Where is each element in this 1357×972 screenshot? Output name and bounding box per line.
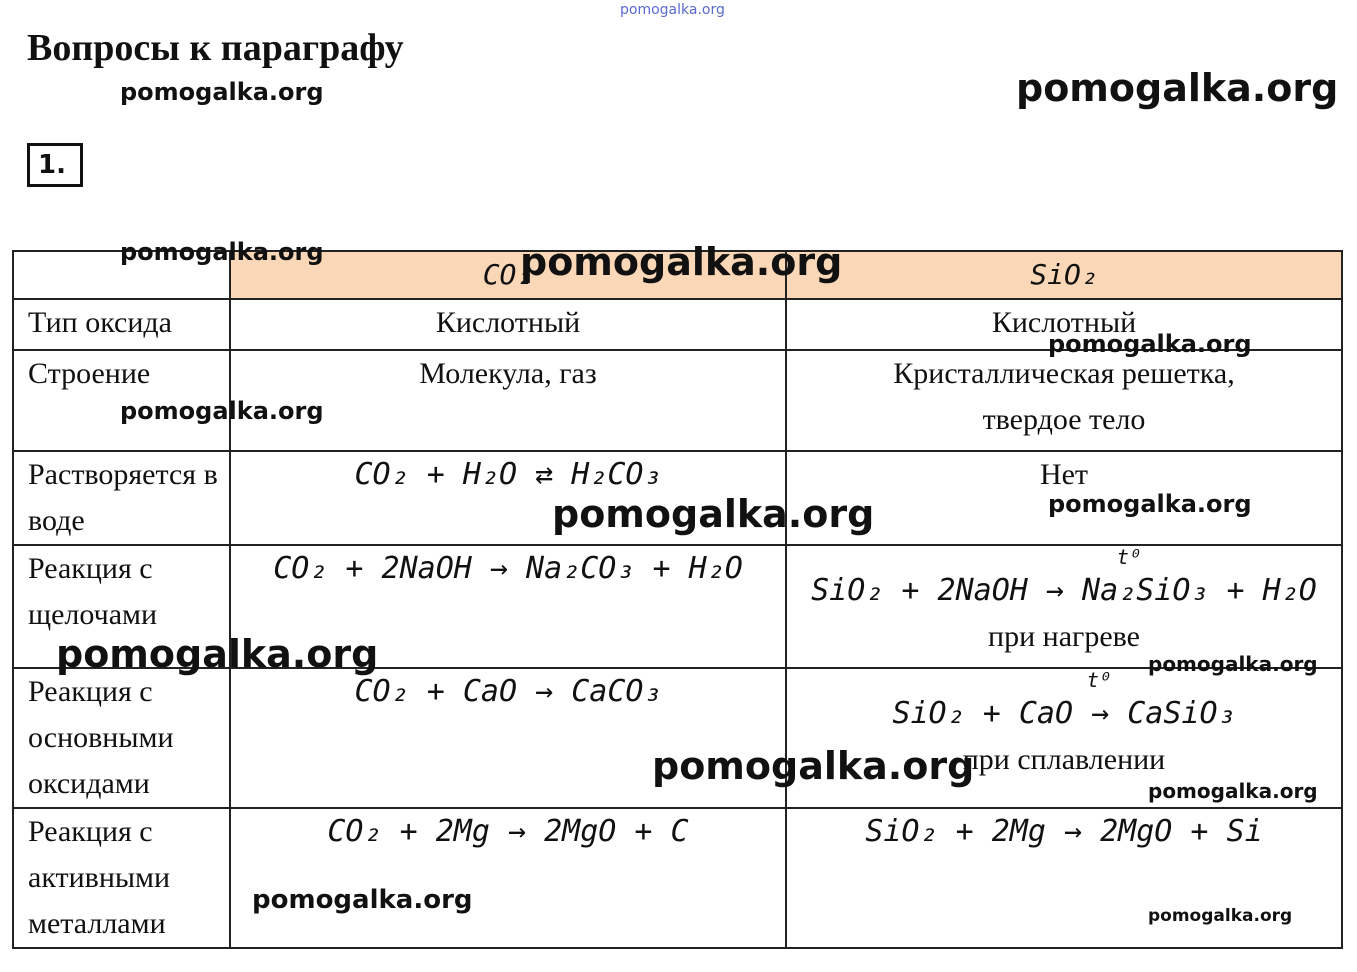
sio2-cell: Кристаллическая решетка, твердое тело	[786, 350, 1342, 451]
watermark: pomogalka.org	[120, 397, 324, 425]
watermark: pomogalka.org	[552, 492, 875, 536]
watermark: pomogalka.org	[1148, 652, 1318, 676]
condition-mark: t⁰	[1086, 668, 1111, 692]
sio2-equation: SiO₂ + CaO → CaSiO₃	[892, 696, 1236, 731]
question-number: 1.	[27, 143, 83, 187]
row-label: Реакция с щелочами	[13, 545, 230, 668]
co2-cell: Кислотный	[230, 299, 786, 350]
watermark-top: pomogalka.org	[620, 2, 725, 18]
sio2-cell: Нет	[786, 451, 1342, 545]
header-sio2: SiO₂	[786, 251, 1342, 299]
row-label: Реакция с основными оксидами	[13, 668, 230, 808]
condition-mark: t⁰	[1116, 545, 1141, 569]
reaction-note: при сплавлении	[962, 743, 1166, 776]
co2-cell: CO₂ + H₂O ⇄ H₂CO₃	[230, 451, 786, 545]
row-label: Реакция с активными металлами	[13, 808, 230, 948]
row-label: Строение	[13, 350, 230, 451]
co2-cell: CO₂ + 2NaOH → Na₂CO₃ + H₂O	[230, 545, 786, 668]
watermark: pomogalka.org	[252, 885, 473, 915]
sio2-cell	[786, 545, 1342, 668]
watermark: pomogalka.org	[1148, 906, 1293, 926]
watermark: pomogalka.org	[120, 238, 324, 266]
sio2-cell: SiO₂ + 2Mg → 2MgO + Si	[786, 808, 1342, 948]
watermark: pomogalka.org	[520, 240, 843, 284]
co2-cell: Молекула, газ	[230, 350, 786, 451]
watermark: pomogalka.org	[652, 744, 975, 788]
watermark: pomogalka.org	[1016, 66, 1339, 110]
reaction-note: при нагреве	[988, 620, 1140, 653]
co2-cell: CO₂ + 2Mg → 2MgO + C	[230, 808, 786, 948]
row-label: Растворяется в воде	[13, 451, 230, 545]
header-co2: CO₂	[230, 251, 786, 299]
sio2-cell: Кислотный	[786, 299, 1342, 350]
row-label: Тип оксида	[13, 299, 230, 350]
co2-cell: CO₂ + CaO → CaCO₃	[230, 668, 786, 808]
page-title: Вопросы к параграфу	[27, 27, 404, 69]
table-row	[13, 808, 1342, 948]
watermark: pomogalka.org	[1148, 779, 1318, 803]
sio2-equation: SiO₂ + 2NaOH → Na₂SiO₃ + H₂O	[811, 573, 1317, 608]
watermark: pomogalka.org	[1048, 330, 1252, 358]
watermark: pomogalka.org	[1048, 490, 1252, 518]
watermark: pomogalka.org	[56, 632, 379, 676]
watermark: pomogalka.org	[120, 78, 324, 106]
